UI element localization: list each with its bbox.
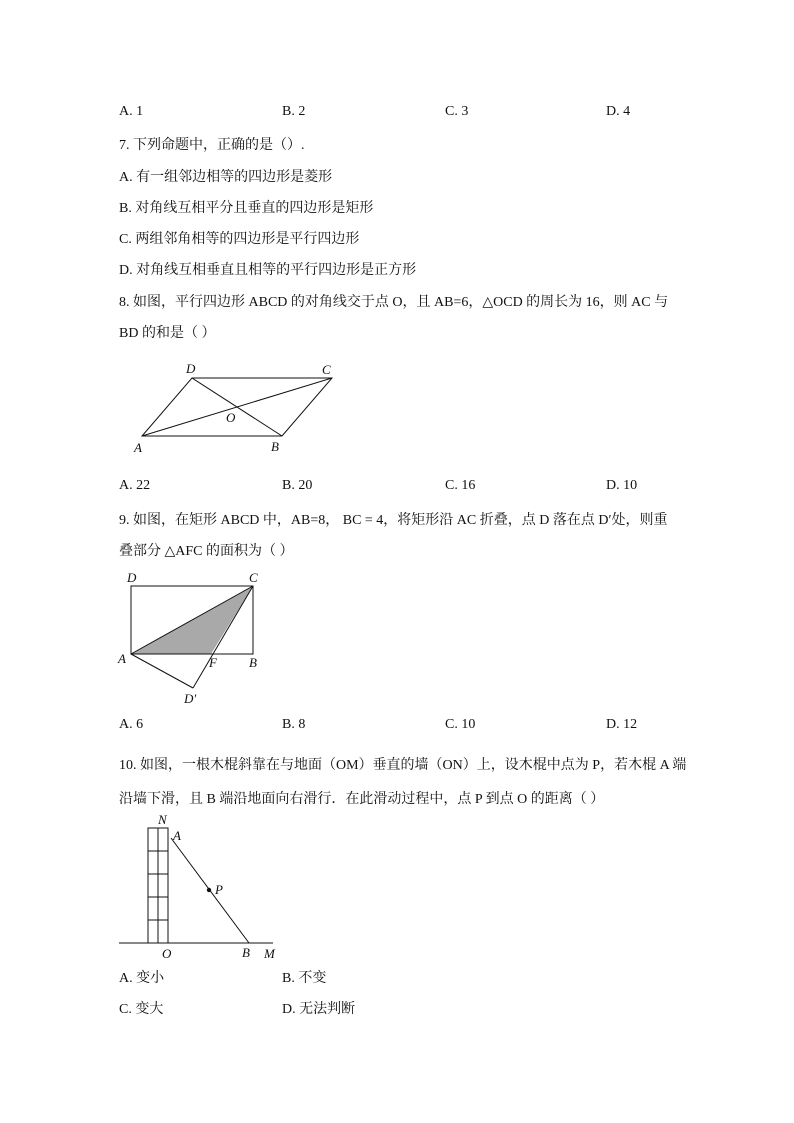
q9-stem-line1: 9. 如图，在矩形 ABCD 中，AB=8， BC = 4，将矩形沿 AC 折叠，点 D 落在点 D′处，则重 xyxy=(119,513,668,528)
q8-label-c: C xyxy=(322,362,331,377)
q9-option-a: A. 6 xyxy=(119,717,144,732)
q8-label-a: A xyxy=(134,440,142,455)
q7-option-c: C. 两组邻角相等的四边形是平行四边形 xyxy=(119,232,360,247)
q7-option-d: D. 对角线互相垂直且相等的平行四边形是正方形 xyxy=(119,263,417,278)
q8-label-o: O xyxy=(226,410,236,425)
q9-stem-line2: 叠部分 △AFC 的面积为（ ） xyxy=(119,544,294,559)
q10-ladder-figure xyxy=(115,810,285,962)
q9-option-c: C. 10 xyxy=(445,717,476,732)
q10-label-b: B xyxy=(242,945,250,960)
q10-label-p: P xyxy=(215,882,223,897)
q8-option-c: C. 16 xyxy=(445,478,476,493)
q6-option-b: B. 2 xyxy=(282,104,306,119)
q10-label-n: N xyxy=(158,812,167,827)
q10-option-d: D. 无法判断 xyxy=(282,1002,356,1017)
q6-option-d: D. 4 xyxy=(606,104,631,119)
q9-label-b: B xyxy=(249,655,257,670)
q10-label-o: O xyxy=(162,946,172,961)
q10-label-m: M xyxy=(264,946,275,961)
q8-label-b: B xyxy=(271,439,279,454)
q6-option-a: A. 1 xyxy=(119,104,144,119)
q9-label-d: D xyxy=(127,570,137,585)
q9-option-b: B. 8 xyxy=(282,717,306,732)
q8-option-d: D. 10 xyxy=(606,478,638,493)
q9-segment-ad-prime xyxy=(131,654,193,688)
q9-label-f: F xyxy=(209,655,217,670)
q8-diagonal-bd xyxy=(192,378,282,436)
q8-label-d: D xyxy=(186,361,196,376)
q7-option-b: B. 对角线互相平分且垂直的四边形是矩形 xyxy=(119,201,374,216)
q8-stem-line2: BD 的和是（ ） xyxy=(119,326,216,341)
q10-stem-line1: 10. 如图，一根木棍斜靠在与地面（OM）垂直的墙（ON）上，设木棍中点为 P，若木棍 A 端 xyxy=(119,758,687,773)
q10-midpoint-p xyxy=(207,888,211,892)
q10-stem-line2: 沿墙下滑，且 B 端沿地面向右滑行．在此滑动过程中，点 P 到点 O 的距离（ ） xyxy=(119,792,605,807)
q6-option-c: C. 3 xyxy=(445,104,469,119)
q9-label-a: A xyxy=(118,651,126,666)
q8-option-a: A. 22 xyxy=(119,478,151,493)
q10-option-c: C. 变大 xyxy=(119,1002,164,1017)
q8-stem-line1: 8. 如图，平行四边形 ABCD 的对角线交于点 O，且 AB=6，△OCD 的周长为 16，则 AC 与 xyxy=(119,295,669,310)
q7-stem: 7. 下列命题中，正确的是（）. xyxy=(119,138,305,153)
q9-label-d-prime: D′ xyxy=(184,691,197,706)
q8-option-b: B. 20 xyxy=(282,478,313,493)
q9-label-c: C xyxy=(249,570,258,585)
q10-option-b: B. 不变 xyxy=(282,971,327,986)
q10-label-a: A xyxy=(173,828,181,843)
q10-option-a: A. 变小 xyxy=(119,971,165,986)
q8-parallelogram-figure xyxy=(130,358,340,458)
q9-rectangle-figure xyxy=(115,570,275,708)
q7-option-a: A. 有一组邻边相等的四边形是菱形 xyxy=(119,170,333,185)
q9-option-d: D. 12 xyxy=(606,717,638,732)
